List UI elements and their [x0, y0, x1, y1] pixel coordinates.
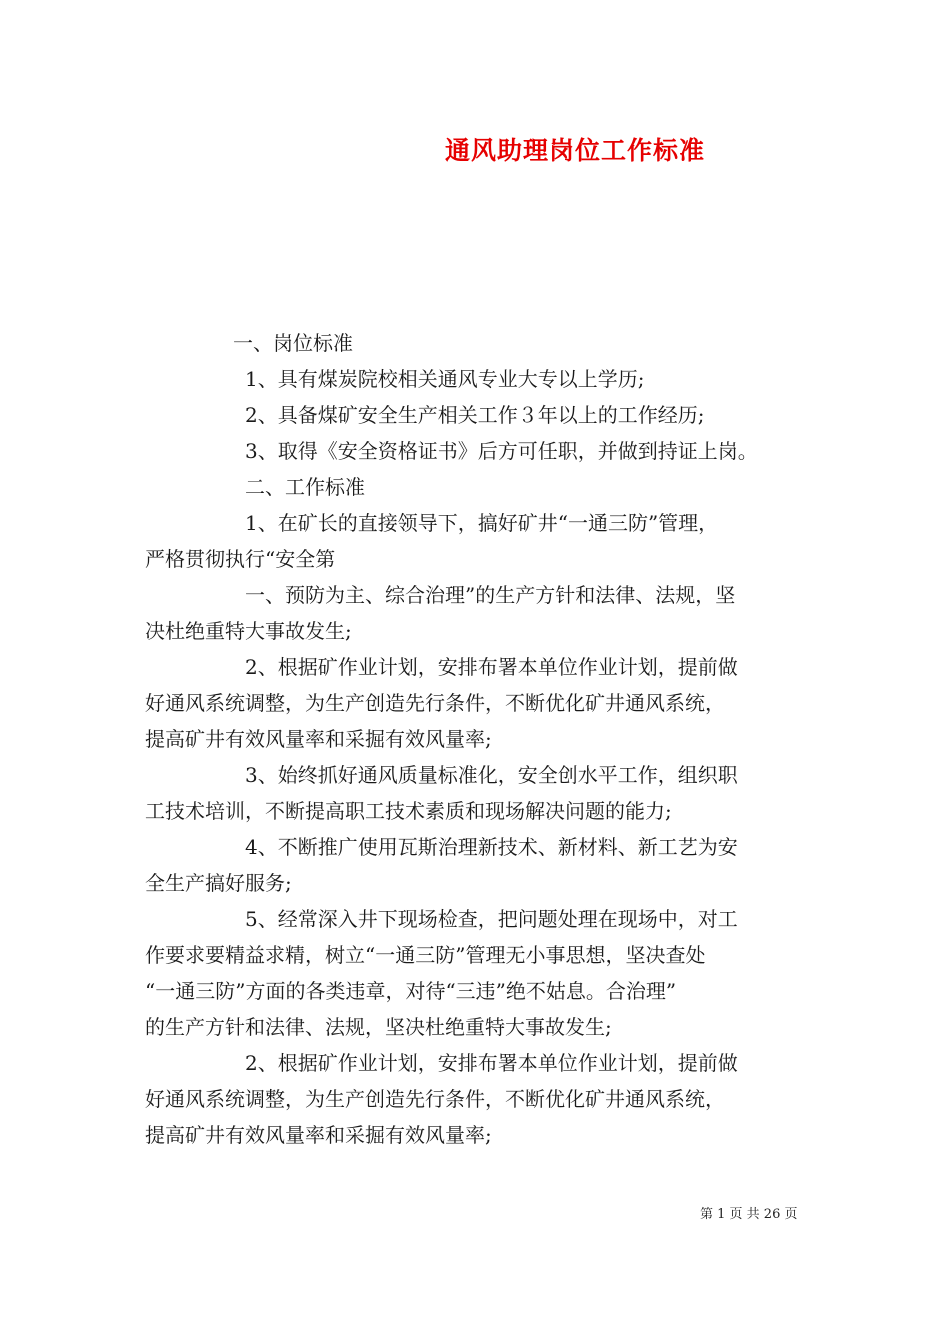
list-item: 2、具备煤矿安全生产相关工作３年以上的工作经历;	[245, 403, 705, 427]
paragraph-line: “一通三防”方面的各类违章，对待“三违”绝不姑息。合治理”	[145, 979, 677, 1003]
paragraph-line: 好通风系统调整，为生产创造先行条件，不断优化矿井通风系统，	[145, 1087, 725, 1111]
paragraph-line: 提高矿井有效风量率和采掘有效风量率;	[145, 1123, 492, 1147]
paragraph-line: 5、经常深入井下现场检查，把问题处理在现场中，对工	[245, 907, 738, 931]
list-item: 3、取得《安全资格证书》后方可任职，并做到持证上岗。	[245, 439, 758, 463]
section-heading-1: 一、岗位标准	[233, 331, 353, 355]
paragraph-line: 3、始终抓好通风质量标准化，安全创水平工作，组织职	[245, 763, 738, 787]
paragraph-line: 严格贯彻执行“安全第	[145, 547, 336, 571]
paragraph-line: 1、在矿长的直接领导下，搞好矿井“一通三防”管理，	[245, 511, 719, 535]
paragraph-line: 2、根据矿作业计划，安排布署本单位作业计划，提前做	[245, 1051, 738, 1075]
paragraph-line: 作要求要精益求精，树立“一通三防”管理无小事思想，坚决查处	[145, 943, 706, 967]
document-body	[145, 325, 807, 1153]
paragraph-line: 提高矿井有效风量率和采掘有效风量率;	[145, 727, 492, 751]
paragraph-line: 好通风系统调整，为生产创造先行条件，不断优化矿井通风系统，	[145, 691, 725, 715]
document-title: 通风助理岗位工作标准	[444, 136, 705, 165]
paragraph-line: 工技术培训，不断提高职工技术素质和现场解决问题的能力;	[145, 799, 672, 823]
paragraph-line: 一、预防为主、综合治理”的生产方针和法律、法规，坚	[245, 583, 736, 607]
section-heading-2: 二、工作标准	[245, 475, 365, 499]
paragraph-line: 全生产搞好服务;	[145, 871, 292, 895]
page-number: 第 1 页 共 26 页	[700, 1207, 798, 1222]
paragraph-line: 的生产方针和法律、法规，坚决杜绝重特大事故发生;	[145, 1015, 612, 1039]
list-item: 1、具有煤炭院校相关通风专业大专以上学历;	[245, 367, 645, 391]
paragraph-line: 2、根据矿作业计划，安排布署本单位作业计划，提前做	[245, 655, 738, 679]
paragraph-line: 4、不断推广使用瓦斯治理新技术、新材料、新工艺为安	[245, 835, 738, 859]
paragraph-line: 决杜绝重特大事故发生;	[145, 619, 352, 643]
